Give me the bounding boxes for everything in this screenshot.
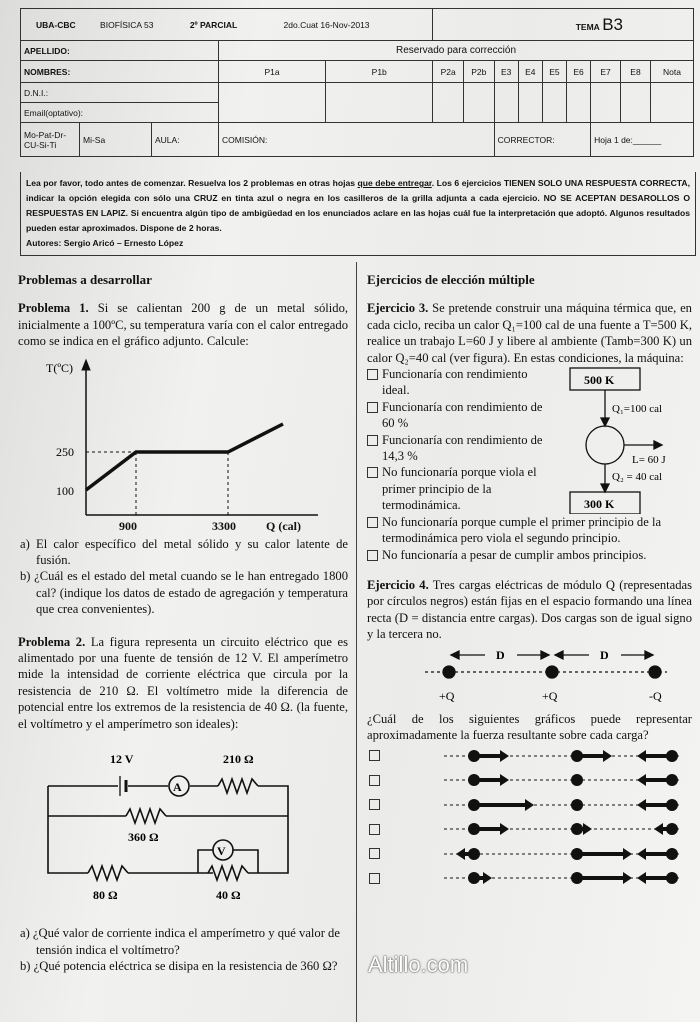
header-table [20, 8, 694, 157]
force-diagram [394, 770, 684, 790]
r80-label: 80 Ω [93, 888, 118, 902]
force-option-row [367, 743, 692, 768]
force-option-row [367, 841, 692, 866]
exam-name: 2º PARCIAL [189, 19, 238, 30]
answer-checkbox[interactable] [369, 824, 380, 835]
exercise-3-option: Funcionaría con rendimiento de 60 % [367, 399, 557, 432]
distance-label-2: D [600, 647, 609, 662]
source-label: 12 V [110, 752, 134, 767]
circuit-diagram [18, 736, 348, 901]
exercise-3-text: Ejercicio 3. Se pretende construir una máquina térmica que, en cada ciclo, reciba un calor Q₁=100 cal de una fuente a T=500 K, realice un trabajo L=60 J y libere al ambiente (Tamb=300 K) un calor Q₂=40 cal (ver figura). En estas condiciones, la máquina: [367, 301, 692, 365]
force-diagram [394, 868, 684, 888]
force-option-row [367, 792, 692, 817]
sede1-field[interactable]: Mo-Pat-Dr-CU-Si-Ti [21, 123, 80, 157]
force-diagram [394, 844, 684, 864]
heat-engine-diagram [562, 364, 692, 514]
hot-reservoir: 500 K [584, 373, 615, 388]
exercise-3-option: No funcionaría porque cumple el primer principio de la termodinámica pero viola el segundo principio. [367, 514, 692, 547]
problems-title: Problemas a desarrollar [18, 272, 152, 287]
grade-cell[interactable] [494, 83, 518, 123]
charge-dot [571, 799, 583, 811]
institution: UBA-CBC [36, 19, 76, 30]
answer-checkbox[interactable] [369, 799, 380, 810]
grade-col-header: P2a [433, 61, 464, 83]
answer-checkbox[interactable] [369, 848, 380, 859]
exam-date: 2do.Cuat 16-Nov-2013 [283, 19, 370, 30]
temperature-heat-graph [18, 350, 348, 520]
resistor-360 [126, 809, 166, 823]
exercises-title: Ejercicios de elección múltiple [367, 272, 535, 287]
hoja-field[interactable]: Hoja 1 de:______ [591, 123, 694, 157]
grade-col-header: Nota [650, 61, 693, 83]
svg-text:A: A [173, 780, 182, 795]
force-option-row [367, 866, 692, 891]
cold-reservoir: 300 K [584, 497, 615, 512]
force-diagram [394, 819, 684, 839]
r210-label: 210 Ω [223, 752, 254, 767]
problems-column [18, 272, 348, 974]
answer-checkbox[interactable] [367, 550, 378, 561]
charge-2-label: +Q [542, 688, 558, 703]
force-diagram [394, 746, 684, 766]
grade-cell[interactable] [326, 83, 433, 123]
grade-col-header: E7 [591, 61, 621, 83]
answer-checkbox[interactable] [369, 775, 380, 786]
aula-field[interactable]: AULA: [152, 123, 219, 157]
grade-col-header: E5 [542, 61, 566, 83]
problem-1b: b) ¿Cuál es el estado del metal cuando se le han entregado 1800 cal? (indique los datos de estado de agregación y temperatura que crea convenientes). [20, 569, 348, 617]
grade-col-header: P2b [463, 61, 494, 83]
answer-checkbox[interactable] [367, 435, 378, 446]
x-axis-label: Q (cal) [266, 518, 301, 533]
email-field[interactable]: Email(optativo): [21, 103, 219, 123]
problem-2b: b) ¿Qué potencia eléctrica se disipa en la resistencia de 360 Ω? [20, 958, 338, 973]
resistor-210 [218, 779, 258, 793]
problem-2-text: Problema 2. La figura representa un circuito eléctrico que es alimentado por una fuente de tensión de 12 V. El amperímetro mide la intensidad de corriente eléctrica que circula por la resistencia de 210 Ω. El voltímetro mide la diferencia de potencial entre los extremos de la resistencia de 40 Ω. (la fuente, el voltímetro y el amperímetro son ideales): [18, 634, 348, 731]
svg-text:V: V [217, 844, 226, 859]
answer-checkbox[interactable] [369, 873, 380, 884]
exercise-3-option: No funcionaría porque viola el primer principio de la termodinámica. [367, 464, 557, 513]
answer-checkbox[interactable] [367, 467, 378, 478]
column-divider [356, 262, 357, 1022]
grade-cell[interactable] [621, 83, 651, 123]
answer-checkbox[interactable] [367, 517, 378, 528]
grade-cell[interactable] [650, 83, 693, 123]
grade-cell[interactable] [518, 83, 542, 123]
authors: Autores: Sergio Aricó – Ernesto López [26, 238, 184, 248]
y-axis-label: T(ºC) [46, 360, 74, 375]
exercise-3-option: No funcionaría a pesar de cumplir ambos principios. [367, 547, 692, 563]
r40-label: 40 Ω [216, 888, 241, 902]
dni-field[interactable]: D.N.I.: [21, 83, 219, 103]
exercise-4-question: ¿Cuál de los siguientes gráficos puede representar aproximadamente la fuerza resultante sobre cada carga? [367, 711, 692, 742]
force-option-row [367, 768, 692, 793]
y-tick-100: 100 [56, 483, 74, 498]
distance-label-1: D [496, 647, 505, 662]
exercise-3-option: Funcionaría con rendimiento ideal. [367, 366, 557, 399]
grade-col-header: P1b [326, 61, 433, 83]
grade-col-header: E3 [494, 61, 518, 83]
apellido-field[interactable]: APELLIDO: [21, 41, 219, 61]
tema-value: B3 [602, 14, 623, 34]
instructions: Lea por favor, todo antes de comenzar. Resuelva los 2 problemas en otras hojas que debe entregar. Los 6 ejercicios TIENEN SOLO UNA RESPUESTA CORRECTA, indicar la opción elegida con sólo una CRUZ en tinta azul o negra en los casilleros de la grilla adjunta a cada ejercicio. NO SE ACEPTAN DESAROLLOS O RESPUESTAS EN LAPIZ. Si encuentra algún tipo de ambigüedad en los enunciados aclare en las hojas cuál fue la interpretación que adoptó. Algunos resultados pueden estar aproximados. Dispone de 2 horas. Autores: Sergio Aricó – Ernesto López [20, 172, 696, 256]
charge-dot [571, 774, 583, 786]
subject: BIOFÍSICA 53 [100, 19, 154, 30]
r360-label: 360 Ω [128, 830, 159, 845]
charge-3-label: -Q [649, 688, 662, 703]
charges-diagram [367, 645, 692, 707]
exercise-3-option: Funcionaría con rendimiento de 14,3 % [367, 432, 557, 465]
y-tick-250: 250 [56, 444, 74, 459]
grade-cell[interactable] [463, 83, 494, 123]
problem-1a: a) El calor específico del metal sólido y su calor latente de fusión. [20, 536, 348, 568]
grade-cell[interactable] [219, 83, 326, 123]
sede2-field[interactable]: Mi-Sa [80, 123, 152, 157]
grade-cell[interactable] [567, 83, 591, 123]
grade-col-header: E6 [567, 61, 591, 83]
q1-label: Q₁=100 cal [612, 403, 663, 416]
comision-field[interactable]: COMISIÓN: [219, 123, 495, 157]
q2-label: Q₂ = 40 cal [612, 471, 663, 484]
x-tick-900: 900 [119, 518, 137, 533]
answer-checkbox[interactable] [367, 369, 378, 380]
charge-1-label: +Q [439, 688, 455, 703]
nombres-field[interactable]: NOMBRES: [21, 61, 219, 83]
grade-cell[interactable] [542, 83, 566, 123]
exercise-4-text: Ejercicio 4. Tres cargas eléctricas de módulo Q (representadas por círculos negros) están fijas en el espacio formando una línea recta (D = distancia entre cargas). Dos cargas son de igual signo y la tercera no. [367, 577, 693, 642]
answer-checkbox[interactable] [369, 750, 380, 761]
grade-cell[interactable] [591, 83, 621, 123]
resistor-40 [208, 866, 248, 880]
resistor-80 [88, 866, 128, 880]
grade-col-header: E4 [518, 61, 542, 83]
x-tick-3300: 3300 [212, 518, 236, 533]
graph-line [86, 424, 283, 490]
answer-checkbox[interactable] [367, 402, 378, 413]
grade-col-header: P1a [219, 61, 326, 83]
work-label: L= 60 J [632, 454, 666, 467]
force-option-row [367, 817, 692, 842]
problem-2a: a) ¿Qué valor de corriente indica el amperímetro y qué valor de tensión indica el voltímetro? [20, 926, 340, 957]
grade-cell[interactable] [433, 83, 464, 123]
corrector-field[interactable]: CORRECTOR: [494, 123, 591, 157]
problem-1-text: Problema 1. Si se calientan 200 g de un metal sólido, inicialmente a 100ºC, su temperatura varía con el calor entregado como se indica en el gráfico adjunto. Calcule: [18, 301, 349, 349]
reserved-label: Reservado para corrección [219, 41, 694, 61]
grade-col-header: E8 [621, 61, 651, 83]
exercises-column [367, 272, 692, 890]
watermark: Altillo.com [368, 952, 469, 977]
force-diagram [394, 795, 684, 815]
tema-label: TEMA [575, 21, 600, 32]
